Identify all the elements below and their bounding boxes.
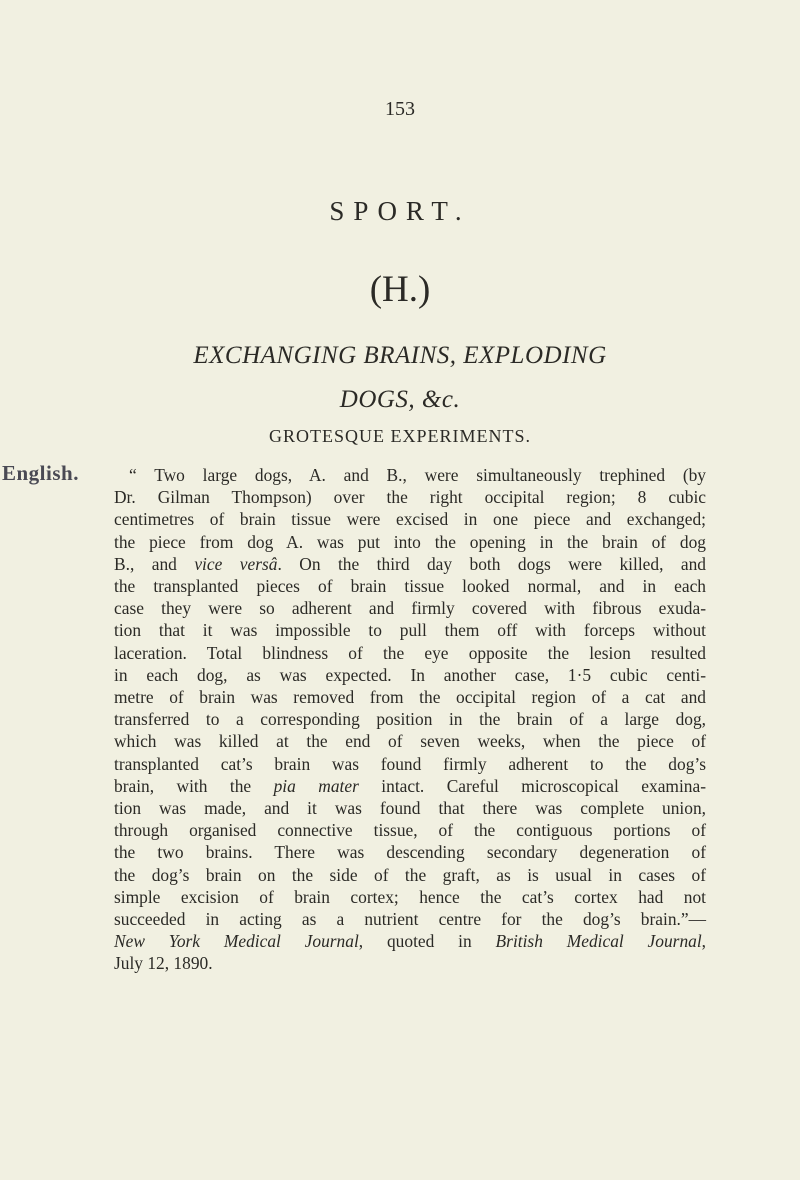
text-line: which was killed at the end of seven weeks, when the piece of xyxy=(114,731,706,752)
body-paragraph xyxy=(114,464,706,975)
text-line: metre of brain was removed from the occipital region of a cat and xyxy=(114,687,706,708)
text-line: in each dog, as was expected. In another case, 1·5 cubic centi- xyxy=(114,664,706,685)
italic-phrase: vice versâ xyxy=(194,553,278,574)
text-line xyxy=(114,553,706,575)
article-title-line-1: EXCHANGING BRAINS, EXPLODING xyxy=(193,342,607,369)
article-title-line-2: DOGS, &c. xyxy=(339,386,461,413)
text-line: succeeded in acting as a nutrient centre for the dog’s brain.”— xyxy=(114,909,706,930)
margin-stamp: English. xyxy=(2,461,79,485)
text-line: transplanted cat’s brain was found firmly adherent to the dog’s xyxy=(114,753,706,774)
page-number: 153 xyxy=(385,98,415,120)
text-segment: . On the third day both dogs were killed, and xyxy=(277,553,706,574)
text-line: “ Two large dogs, A. and B., were simultaneously trephined (by xyxy=(129,465,706,485)
text-segment: B., and xyxy=(114,553,195,574)
text-line: tion that it was impossible to pull them off with forceps without xyxy=(114,620,706,641)
text-line xyxy=(114,775,706,797)
subheading: GROTESQUE EXPERIMENTS. xyxy=(268,426,531,446)
citation-source: New York Medical Journal xyxy=(114,931,359,952)
section-letter: (H.) xyxy=(369,269,431,310)
text-line: the piece from dog A. was put into the opening in the brain of dog xyxy=(114,531,706,552)
text-line: July 12, 1890. xyxy=(114,953,213,974)
text-line: tion was made, and it was found that there was complete union, xyxy=(114,798,706,819)
text-segment: , quoted in xyxy=(358,931,496,952)
text-line: the two brains. There was descending secondary degeneration of xyxy=(114,842,706,863)
text-line: the dog’s brain on the side of the graft, as is usual in cases of xyxy=(114,864,706,885)
text-segment: intact. Careful microscopical examina- xyxy=(358,775,706,796)
text-line: case they were so adherent and firmly covered with fibrous exuda- xyxy=(114,598,706,619)
article-title xyxy=(0,334,800,422)
text-line: simple excision of brain cortex; hence the cat’s cortex had not xyxy=(114,886,706,907)
text-line: transferred to a corresponding position in the brain of a large dog, xyxy=(114,709,706,730)
text-line: centimetres of brain tissue were excised in one piece and exchanged; xyxy=(114,509,706,530)
citation-source: British Medical Journal xyxy=(495,931,702,952)
text-line: Dr. Gilman Thompson) over the right occipital region; 8 cubic xyxy=(114,487,706,508)
text-line xyxy=(114,930,706,952)
text-segment: , xyxy=(701,931,707,952)
running-title: SPORT. xyxy=(329,196,471,226)
text-line: through organised connective tissue, of the contiguous portions of xyxy=(114,820,706,841)
text-segment: brain, with the xyxy=(114,775,274,796)
text-line: laceration. Total blindness of the eye opposite the lesion resulted xyxy=(114,642,706,663)
text-line: the transplanted pieces of brain tissue looked normal, and in each xyxy=(114,576,706,597)
italic-phrase: pia mater xyxy=(273,775,359,796)
